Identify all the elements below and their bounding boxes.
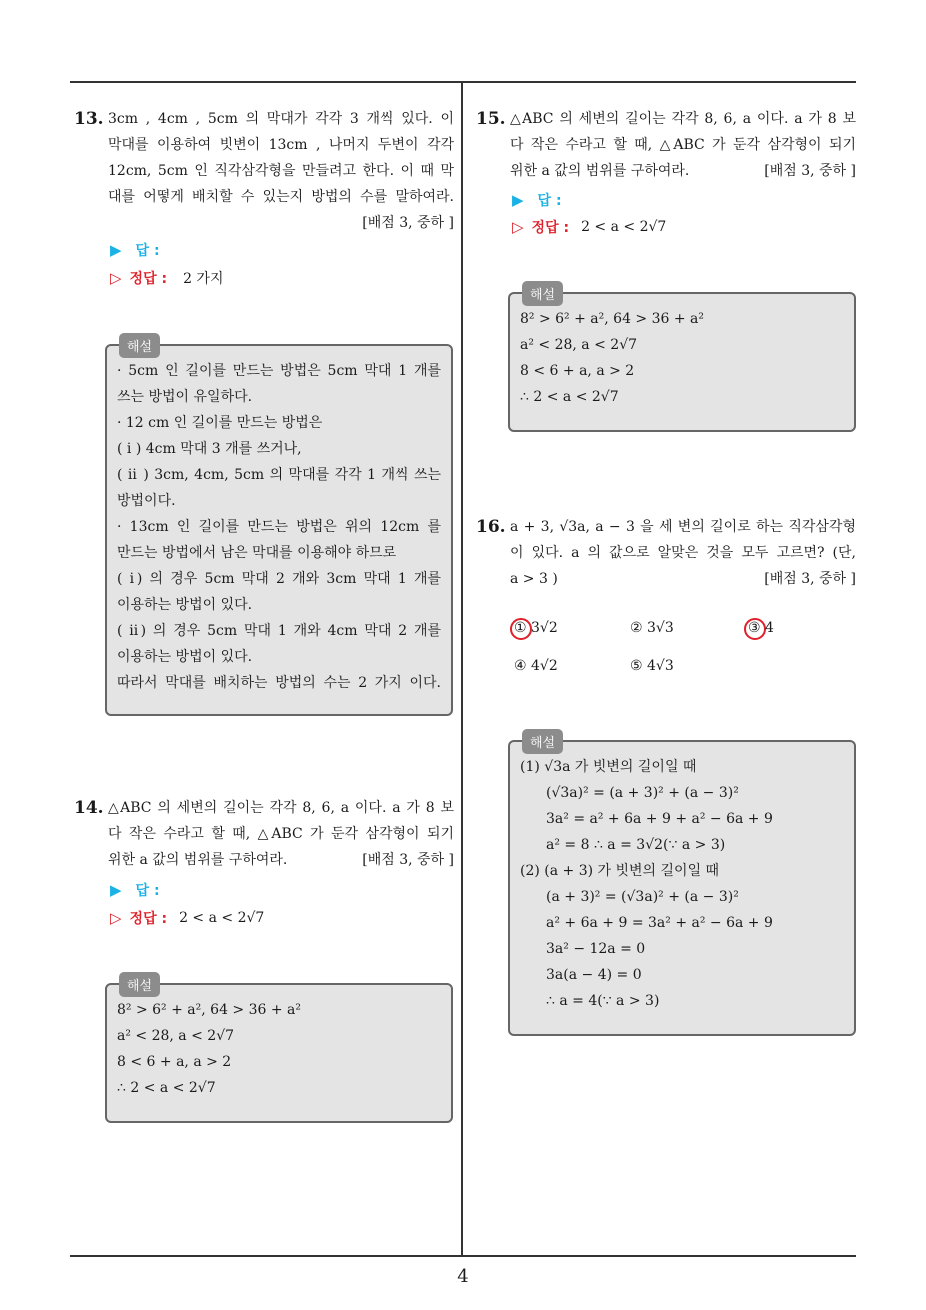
solution-line: 이용하는 방법이 있다. (117, 597, 253, 613)
solution-line: · 5cm 인 길이를 만드는 방법은 5cm 막대 1 개를 (117, 363, 441, 379)
solution-line: 이용하는 방법이 있다. (117, 649, 253, 665)
question-text-line: 위한 a 값의 범위를 구하여라. (108, 852, 288, 868)
solution-line: 8² > 6² + a², 64 > 36 + a² (117, 1002, 302, 1018)
solution-line: ( ⅱ ) 3cm, 4cm, 5cm 의 막대를 각각 1 개씩 쓰는 (117, 467, 441, 483)
solution-line: 만드는 방법에서 남은 막대를 이용해야 하므로 (117, 545, 397, 561)
triangle-outline-icon: ▷ (110, 269, 122, 287)
solution-box (508, 288, 856, 432)
solution-body (520, 306, 844, 410)
choice-3[interactable]: ③ 4 (748, 620, 774, 636)
triangle-outline-icon: ▷ (110, 909, 122, 927)
solution-line: 3a² − 12a = 0 (546, 941, 646, 957)
question-text-line: 위한 a 값의 범위를 구하여라. (510, 163, 690, 179)
solution-line: ( ⅰ) 의 경우 5cm 막대 2 개와 3cm 막대 1 개를 (117, 571, 441, 587)
answer-label: 답 : (135, 243, 160, 259)
solution-line: · 13cm 인 길이를 만드는 방법은 위의 12cm 를 (117, 519, 441, 535)
correct-value: 2 < a < 2√7 (179, 910, 265, 926)
answer-row (110, 240, 160, 260)
question-15 (476, 106, 856, 184)
choice-5[interactable]: ⑤ 4√3 (630, 658, 674, 674)
solution-box (105, 340, 453, 716)
correct-value: 2 가지 (183, 271, 224, 287)
question-number: 13. (74, 109, 104, 129)
solution-line: (1) √3a 가 빗변의 길이일 때 (520, 759, 697, 775)
solution-box (105, 979, 453, 1123)
solution-line: 8² > 6² + a², 64 > 36 + a² (520, 311, 705, 327)
solution-line: 따라서 막대를 배치하는 방법의 수는 2 가지 이다. (117, 675, 441, 691)
question-text-line: 대를 어떻게 배치할 수 있는지 방법의 수를 말하여라. (108, 189, 454, 205)
correct-answer-row (110, 908, 264, 928)
question-13 (74, 106, 454, 236)
question-16 (476, 514, 856, 592)
solution-line: ∴ a = 4(∵ a > 3) (546, 993, 660, 1009)
solution-line: 쓰는 방법이 유일하다. (117, 389, 253, 405)
solution-line: a² < 28, a < 2√7 (117, 1028, 235, 1044)
solution-line: 3a² = a² + 6a + 9 + a² − 6a + 9 (546, 811, 773, 827)
solution-line: ∴ 2 < a < 2√7 (520, 389, 619, 405)
question-number: 15. (476, 109, 506, 129)
question-text-line: 다 작은 수라고 할 때, △ABC 가 둔각 삼각형이 되기 (510, 137, 856, 153)
solution-line: 방법이다. (117, 493, 176, 509)
score-meta: [배점 3, 중하 ] (362, 852, 454, 868)
bottom-rule (70, 1255, 856, 1257)
score-meta: [배점 3, 중하 ] (764, 571, 856, 587)
question-text-line: △ABC 의 세변의 길이는 각각 8, 6, a 이다. a 가 8 보 (108, 800, 454, 816)
score-meta: [배점 3, 중하 ] (362, 215, 454, 231)
solution-body (117, 358, 441, 696)
solution-line: · 12 cm 인 길이를 만드는 방법은 (117, 415, 323, 431)
solution-line: 8 < 6 + a, a > 2 (520, 363, 635, 379)
question-text-line: 12cm, 5cm 인 직각삼각형을 만들려고 한다. 이 때 막 (108, 163, 454, 179)
correct-label: 정답 : (129, 271, 168, 287)
solution-line: 3a(a − 4) = 0 (546, 967, 642, 983)
question-text-line: 3cm , 4cm , 5cm 의 막대가 각각 3 개씩 있다. 이 (108, 111, 454, 127)
solution-line: a² = 8 ∴ a = 3√2(∵ a > 3) (546, 837, 726, 853)
answer-row (512, 190, 562, 210)
correct-label: 정답 : (531, 220, 570, 236)
solution-body (520, 754, 844, 1014)
triangle-outline-icon: ▷ (512, 218, 524, 236)
solution-tag: 해설 (119, 333, 160, 358)
choice-1[interactable]: ① 3√2 (514, 620, 558, 636)
answer-label: 답 : (135, 883, 160, 899)
column-divider (461, 83, 463, 1255)
question-text-line: 막대를 이용하여 빗변이 13cm , 나머지 두변이 각각 (108, 137, 454, 153)
choice-4[interactable]: ④ 4√2 (514, 658, 558, 674)
page-number: 4 (457, 1266, 469, 1287)
solution-tag: 해설 (522, 729, 563, 754)
answer-label: 답 : (537, 193, 562, 209)
correct-answer-row (512, 217, 666, 237)
solution-line: (√3a)² = (a + 3)² + (a − 3)² (546, 785, 739, 801)
question-text-line: a > 3 ) (510, 571, 558, 587)
solution-box (508, 736, 856, 1036)
solution-tag: 해설 (119, 972, 160, 997)
question-text-line: 이 있다. a 의 값으로 알맞은 것을 모두 고르면? (단, (510, 545, 856, 561)
play-icon: ▶ (110, 241, 122, 259)
play-icon: ▶ (512, 191, 524, 209)
correct-label: 정답 : (129, 911, 168, 927)
solution-line: ( ⅱ) 의 경우 5cm 막대 1 개와 4cm 막대 2 개를 (117, 623, 441, 639)
solution-body (117, 997, 441, 1101)
solution-line: a² < 28, a < 2√7 (520, 337, 638, 353)
answer-row (110, 880, 160, 900)
question-number: 16. (476, 517, 506, 537)
question-text-line: 다 작은 수라고 할 때, △ABC 가 둔각 삼각형이 되기 (108, 826, 454, 842)
question-text-line: △ABC 의 세변의 길이는 각각 8, 6, a 이다. a 가 8 보 (510, 111, 856, 127)
question-number: 14. (74, 798, 104, 818)
solution-line: ( ⅰ ) 4cm 막대 3 개를 쓰거나, (117, 441, 302, 457)
question-14 (74, 795, 454, 873)
solution-line: (2) (a + 3) 가 빗변의 길이일 때 (520, 863, 720, 879)
correct-answer-row (110, 268, 223, 288)
correct-value: 2 < a < 2√7 (581, 219, 667, 235)
score-meta: [배점 3, 중하 ] (764, 163, 856, 179)
choice-2[interactable]: ② 3√3 (630, 620, 674, 636)
solution-line: a² + 6a + 9 = 3a² + a² − 6a + 9 (546, 915, 773, 931)
play-icon: ▶ (110, 881, 122, 899)
solution-line: (a + 3)² = (√3a)² + (a − 3)² (546, 889, 739, 905)
solution-tag: 해설 (522, 281, 563, 306)
question-text-line: a + 3, √3a, a − 3 을 세 변의 길이로 하는 직각삼각형 (510, 519, 856, 535)
solution-line: ∴ 2 < a < 2√7 (117, 1080, 216, 1096)
solution-line: 8 < 6 + a, a > 2 (117, 1054, 232, 1070)
top-rule (70, 81, 856, 83)
